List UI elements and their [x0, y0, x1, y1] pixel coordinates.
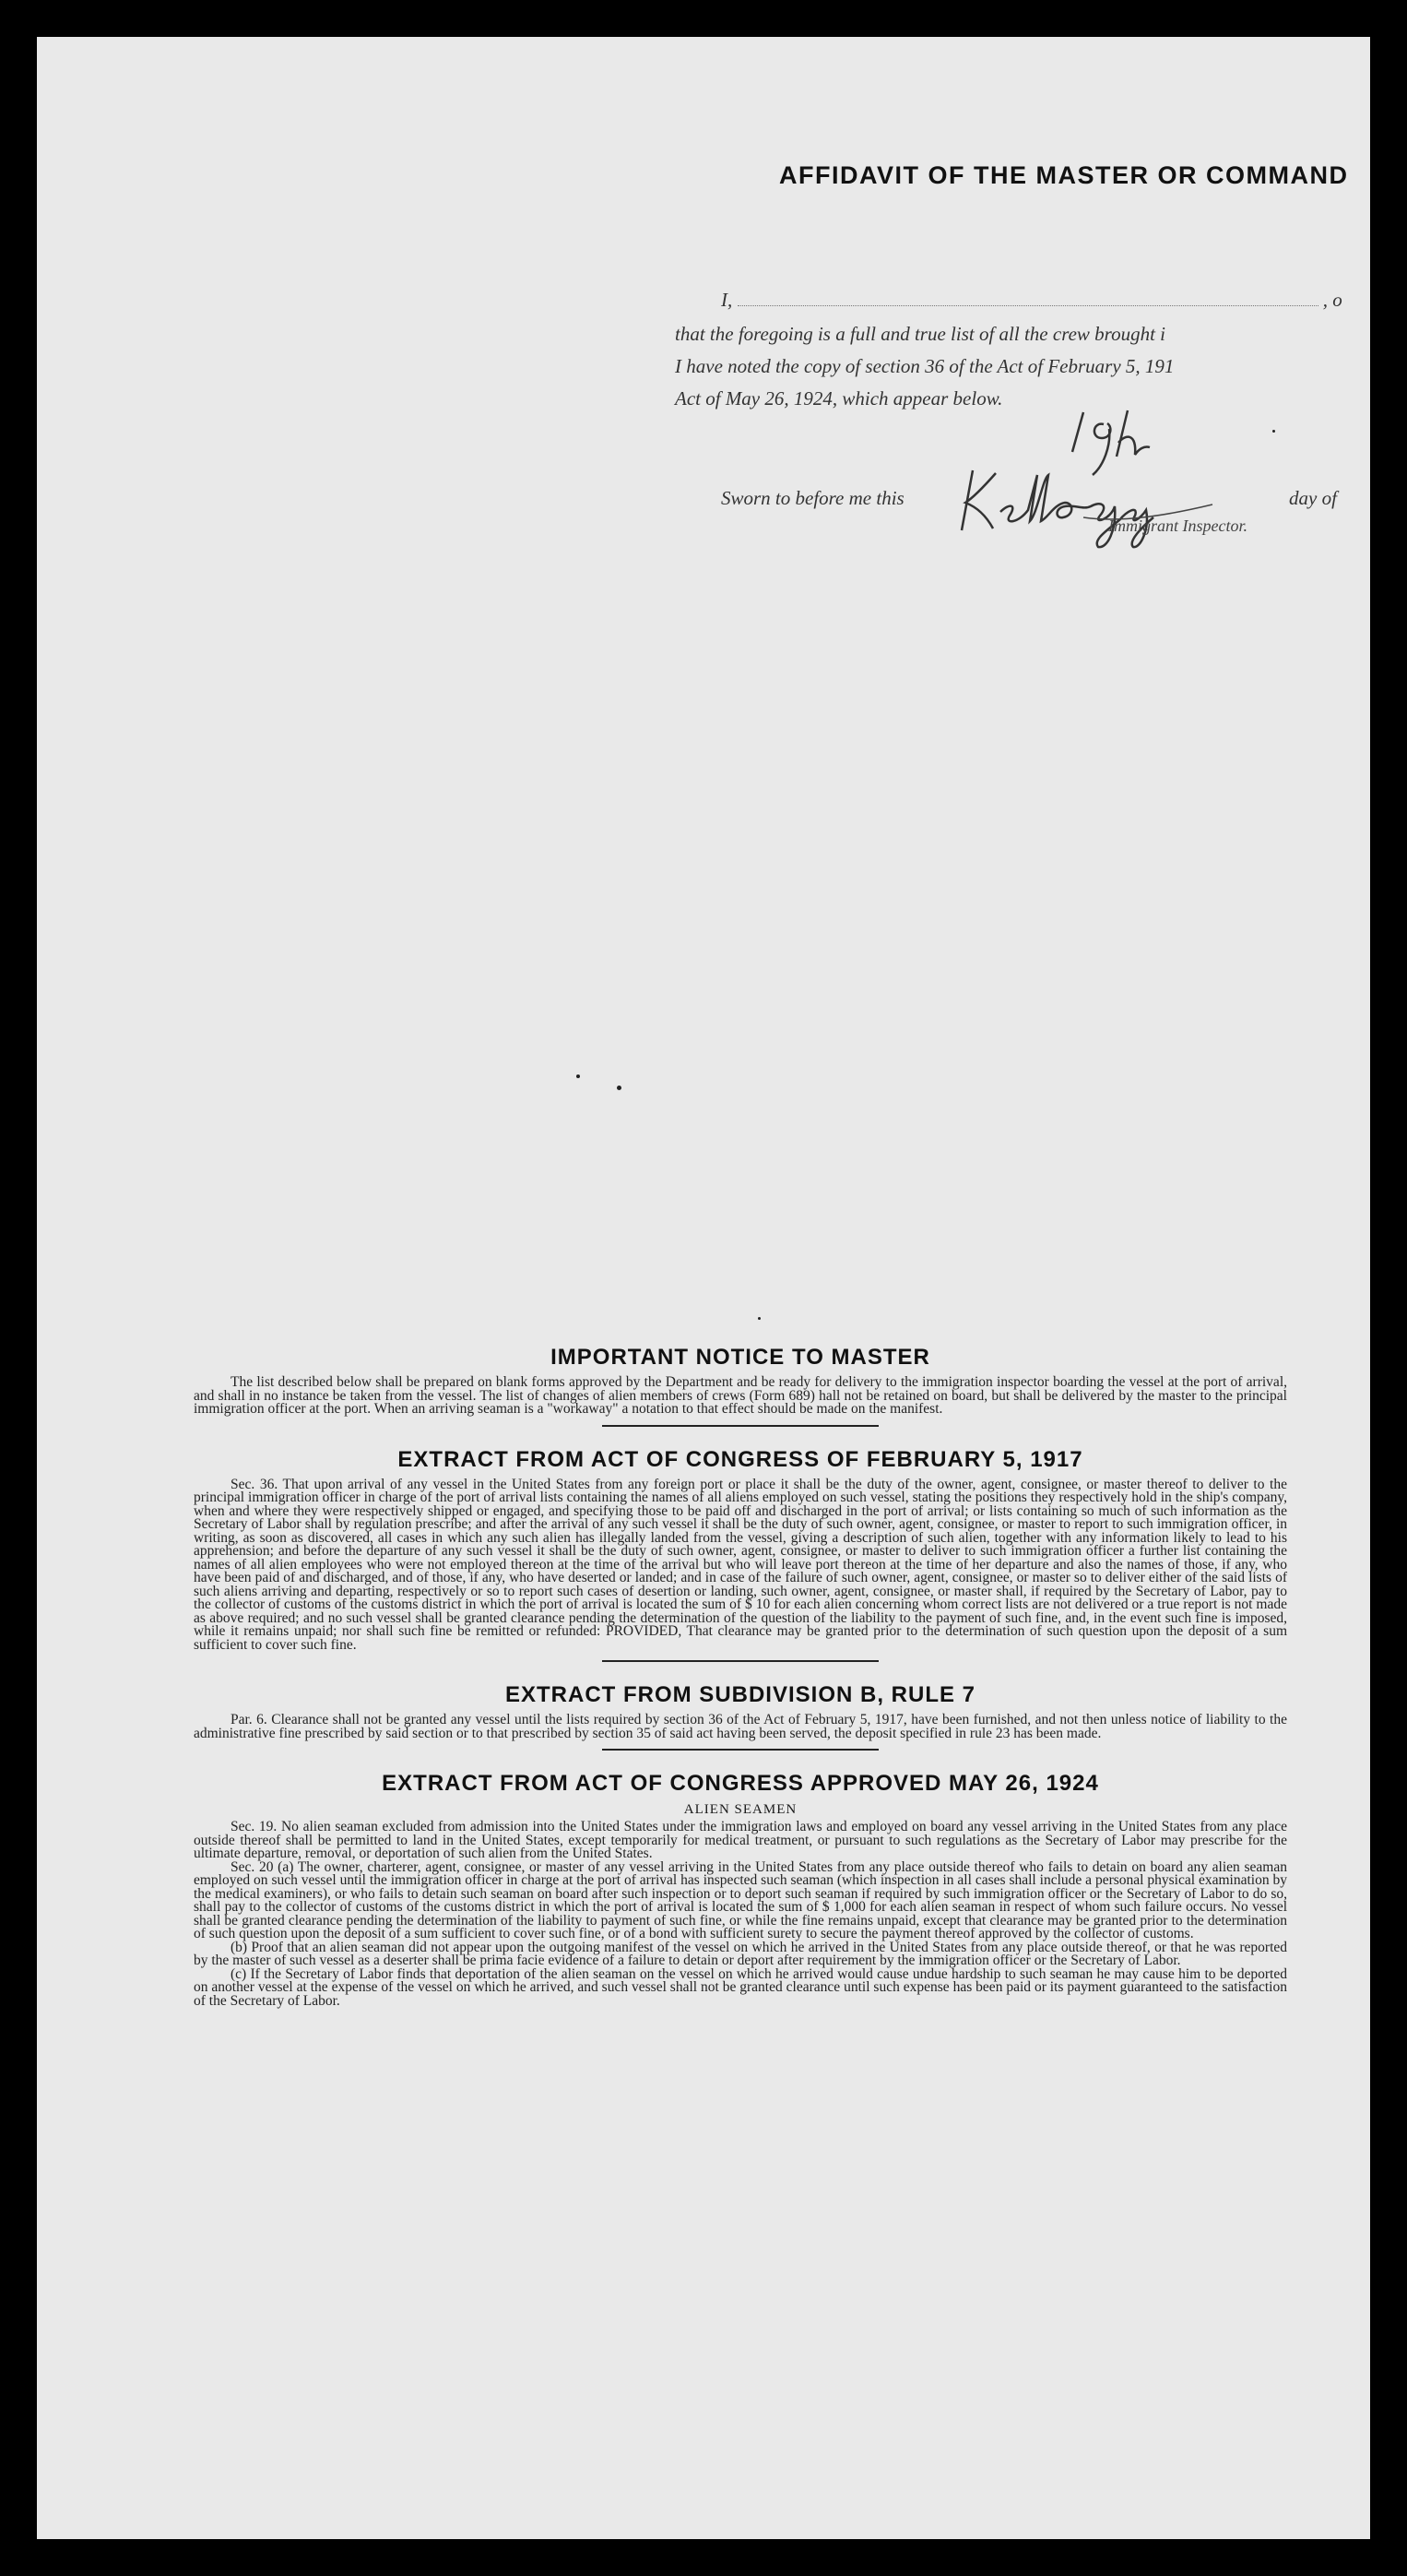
extract-paragraph: Par. 6. Clearance shall not be granted any vessel until the lists required by section 36 of the Act of February 5, 1917, have been furnished, and not then unless notice of liability to the administrative fine prescribed by said section or to that prescribed by section 35 of said act having been served, the deposit specified in rule 23 has been made. [194, 1712, 1287, 1741]
affidavit-line-2: that the foregoing is a full and true list of all the crew brought i [675, 323, 1165, 345]
notice-heading: IMPORTANT NOTICE TO MASTER [550, 1345, 930, 1370]
extract-block [194, 1447, 1287, 1663]
notice-block [194, 1345, 1287, 1427]
affidavit-line-4: Act of May 26, 1924, which appear below. [675, 387, 1003, 410]
notices-section [194, 1345, 1287, 2008]
paper-speck [617, 1086, 621, 1090]
notice-paragraph: The list described below shall be prepared on blank forms approved by the Department and be ready for delivery to the immigration inspector boarding the vessel at the port of arrival, and shall in no instance be taken from the vessel. The list of changes of alien members of crews (Form 689) hall not be retained on board, but shall be delivered by the master to the principal immigration officer at the port. When an arriving seaman is a "workaway" a notation to that effect should be made on the manifest. [194, 1374, 1287, 1417]
section-divider [602, 1749, 879, 1751]
extract-heading: EXTRACT FROM SUBDIVISION B, RULE 7 [504, 1682, 976, 1707]
handwritten-signature [945, 401, 1259, 563]
affidavit-line-1 [721, 289, 1342, 312]
extract-paragraph: (c) If the Secretary of Labor finds that deportation of the alien seaman on the vessel on which he arrived would cause undue hardship to such seaman he may cause him to be deported on another vessel at the expense of the vessel on which he arrived, and such vessel shall not be granted clearance until such expense has been paid or its payment guaranteed to the satisfaction of the Secretary of Labor. [194, 1965, 1287, 2009]
document-page [37, 37, 1370, 2539]
section-divider [602, 1425, 879, 1427]
name-blank-line [738, 302, 1318, 306]
affidavit-heading: AFFIDAVIT OF THE MASTER OR COMMAND [779, 161, 1349, 189]
extract-paragraph: Sec. 20 (a) The owner, charterer, agent, consignee, or master of any vessel arriving in the United States from any place outside thereof who fails to detain on board any alien seaman employed on such vessel until the immigration officer in charge at the port of arrival has inspected such seaman (which inspection in all cases shall include a personal physical examination by the medical examiners), or who fails to detain such seaman on board after such inspection or to deport such seaman if required by such immigration officer or the Secretary of Labor to do so, shall pay to the collector of customs of the customs district in which the port of arrival is located the sum of $ 1,000 for each alien seaman in respect of whom such failure occurs. No vessel shall be granted clearance pending the determination of the liability to payment of such fine, or while the fine remains unpaid, except that clearance may be granted prior to the determination of such question upon the deposit of a sum sufficient to cover such fine, or of a bond with sufficient surety to secure the payment thereof approved by the collector of customs. [194, 1858, 1287, 1941]
section-divider [602, 1660, 879, 1662]
paper-speck [758, 1317, 761, 1320]
extract-block [194, 1771, 1287, 2008]
sworn-line [721, 487, 904, 510]
affidavit-line-1-end: , o [1322, 289, 1342, 311]
extract-heading: EXTRACT FROM ACT OF CONGRESS APPROVED MAY 26, 1924 [382, 1771, 1099, 1796]
affidavit-line-3: I have noted the copy of section 36 of the Act of February 5, 191 [675, 355, 1175, 377]
paper-speck [1272, 430, 1275, 433]
inspector-label: Immigrant Inspector. [1108, 516, 1247, 535]
extract-subheading: ALIEN SEAMEN [683, 1802, 798, 1817]
extract-paragraph: Sec. 19. No alien seaman excluded from admission into the United States under the immigration laws and employed on board any vessel arriving in the United States from any place outside thereof shall be permitted to land in the United States, except temporarily for medical treatment, or pursuant to such regulations as the Secretary of Labor may prescribe for the ultimate departure, removal, or deportation of such alien from the United States. [194, 1819, 1287, 1861]
sworn-label: Sworn to before me this [721, 487, 904, 509]
paper-speck [576, 1074, 580, 1078]
extract-heading: EXTRACT FROM ACT OF CONGRESS OF FEBRUARY 5, 1917 [397, 1446, 1083, 1472]
extract-paragraph: Sec. 36. That upon arrival of any vessel in the United States from any foreign port or place it shall be the duty of the owner, agent, consignee, or master thereof to deliver to the principal immigration officer in charge of the port of arrival lists containing the names of all aliens employed on such vessel, stating the positions they respectively hold in the ship's company, when and where they were respectively shipped or engaged, and specifying those to be paid off and discharged in the port of arrival; or lists containing so much of such information as the Secretary of Labor shall by regulation prescribe; and after the arrival of any such vessel it shall be the duty of such owner, agent, consignee, or master to report to such immigration officer, in writing, as soon as discovered, all cases in which any such alien has illegally landed from the vessel, giving a description of such alien, together with any information likely to lead to his apprehension; and before the departure of any such vessel it shall be the duty of such owner, agent, consignee, or master to deliver to such immigration officer a further list containing the names of all alien employees who were not employed thereon at the time of the arrival but who will leave port thereon at the time of her departure and also the names of those, if any, who have been paid of and discharged, and of those, if any, who have deserted or landed; and in case of the failure of such owner, agent, consignee, or master so to deliver either of the said lists of such aliens arriving and departing, respectively or so to report such cases of desertion or landing, such owner, agent, consignee, or master shall, if required by the Secretary of Labor, pay to the collector of customs of the customs district in which the port of arrival is located the sum of $ 10 for each alien concerning whom correct lists are not delivered or a true report is not made as above required; and no such vessel shall be granted clearance pending the determination of the question of the liability to the payment of such fine, and, in the event such fine is imposed, while it remains unpaid; nor shall such fine be remitted or refunded: PROVIDED, That clearance may be granted prior to the determination of such question upon the deposit of a sum sufficient to cover such fine. [194, 1476, 1287, 1653]
extract-paragraph: (b) Proof that an alien seaman did not appear upon the outgoing manifest of the vessel on which he arrived in the United States from any place outside thereof, or that he was reported by the master of such vessel as a deserter shall be prima facie evidence of a failure to detain or deport after requirement by the immigration officer or the Secretary of Labor. [194, 1939, 1287, 1968]
affidavit-line-1-start: I, [721, 289, 733, 311]
day-of-label: day of [1289, 487, 1337, 509]
extract-block [194, 1682, 1287, 1751]
